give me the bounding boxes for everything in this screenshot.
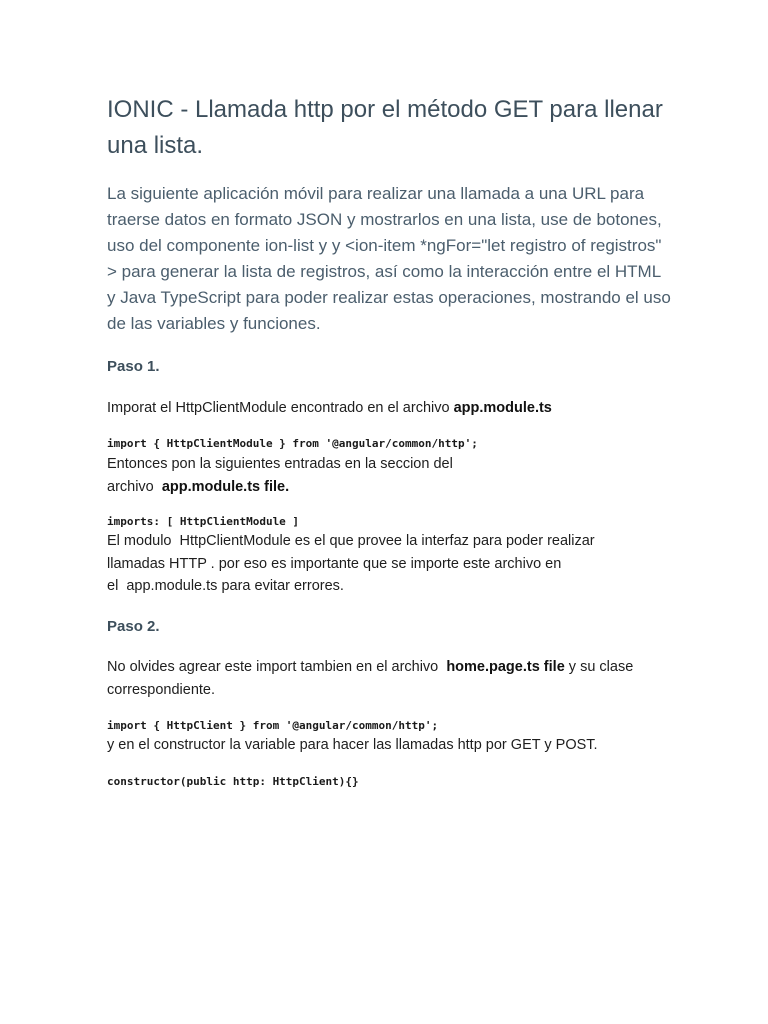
step1-paragraph-1-text: Imporat el HttpClientModule encontrado en el archivo <box>107 400 454 416</box>
step1-paragraph-1 <box>107 397 667 420</box>
step1-heading: Paso 1. <box>107 358 160 375</box>
step1-paragraph-3-line2: llamadas HTTP . por eso es importante que se importe este archivo en <box>107 555 562 572</box>
step1-paragraph-3 <box>107 530 667 598</box>
step1-paragraph-2 <box>107 453 667 498</box>
step2-code-constructor: constructor(public http: HttpClient){} <box>107 775 359 788</box>
step2-paragraph-1 <box>107 656 667 701</box>
step2-paragraph-2: y en el constructor la variable para hacer las llamadas http por GET y POST. <box>107 737 598 753</box>
step1-paragraph-2-line1: Entonces pon la siguientes entradas en la seccion del <box>107 456 453 472</box>
document-title: IONIC - Llamada http por el método GET para llenar una lista. <box>107 96 663 159</box>
intro-paragraph: La siguiente aplicación móvil para realizar una llamada a una URL para traerse datos en formato JSON y mostrarlos en una lista, use de botones, uso del componente ion-list y y <ion-item *ngFor="let registro of registros" > para generar la lista de registros, así como la interacción entre el HTML y Java TypeScript para poder realizar estas operaciones, mostrando el uso de las variables y funciones. <box>107 184 671 333</box>
step1-code-imports: imports: [ HttpClientModule ] <box>107 515 300 528</box>
step1-paragraph-2-filename: app.module.ts file. <box>161 478 290 495</box>
step2-paragraph-1-tail: y su clase correspondiente. <box>107 659 634 698</box>
step1-paragraph-3-line3: el app.module.ts para evitar errores. <box>107 578 344 594</box>
step1-paragraph-3-line1: El modulo HttpClientModule es el que provee la interfaz para poder realizar <box>107 533 595 549</box>
step2-code-import: import { HttpClient } from '@angular/common/http'; <box>107 719 439 732</box>
step2-paragraph-1-text: No olvides agrear este import tambien en el archivo <box>107 659 447 675</box>
step1-paragraph-1-filename: app.module.ts <box>453 400 552 416</box>
step2-heading: Paso 2. <box>107 618 160 635</box>
step2-paragraph-1-filename: home.page.ts file <box>446 659 565 675</box>
step1-code-import: import { HttpClientModule } from '@angular/common/http'; <box>107 437 478 450</box>
step1-paragraph-2-line2: archivo <box>107 478 162 495</box>
